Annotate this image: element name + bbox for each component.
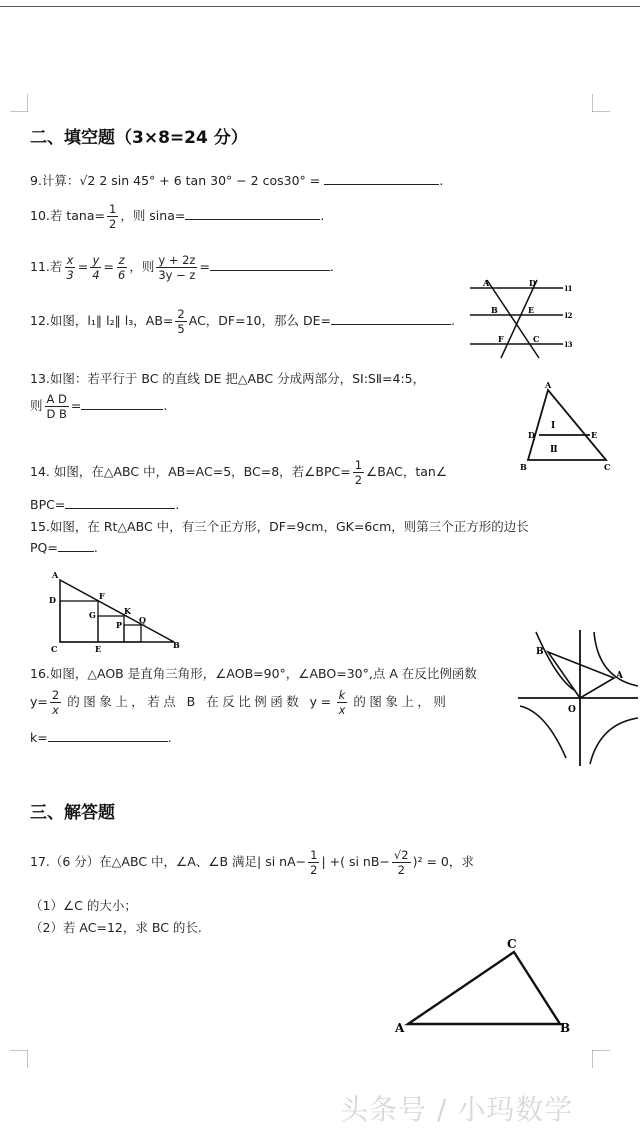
fig15-label-f: F — [99, 591, 105, 601]
fig12-label-d: D — [529, 278, 536, 288]
q11-answer-blank[interactable] — [210, 258, 330, 271]
q12-parallel-lines: l₁∥ l₂∥ l₃ — [87, 313, 134, 328]
q13-fraction — [45, 392, 69, 421]
q10-prefix: 10.若 tana= — [30, 208, 105, 223]
q17-frac-half — [308, 848, 319, 877]
corner-mark-top-right — [592, 94, 610, 112]
watermark: 头条号 / 小玛数学 — [340, 1093, 574, 1126]
fig13-label-d: D — [528, 430, 535, 440]
fig15-label-b: B — [173, 640, 180, 650]
question-15-line-1: 15.如图，在 Rt△ABC 中，有三个正方形，DF=9cm，GK=6cm，则第三个正方形的边长 — [30, 519, 529, 534]
q16-y: y= — [30, 694, 48, 709]
q14-text-b: ∠BAC，tan∠ — [366, 464, 448, 479]
fig16-label-b: B — [536, 647, 544, 657]
q12-den: 5 — [177, 322, 185, 336]
question-14-line-2 — [30, 496, 179, 512]
q12-prefix: 12.如图， — [30, 313, 88, 328]
fig12-label-l1: l1 — [565, 284, 573, 293]
fig16-label-a: A — [616, 671, 623, 681]
fig17-label-b: B — [560, 1021, 571, 1035]
section-title-fill-in: 二、填空题（3×8=24 分） — [30, 128, 248, 148]
question-12 — [30, 307, 455, 336]
question-10 — [30, 202, 324, 231]
q12-rest: AC，DF=10，那么 DE= — [188, 313, 331, 328]
fig13-label-e: E — [591, 430, 598, 440]
question-16-line-3 — [30, 729, 172, 745]
q17-n2: √2 — [393, 848, 409, 862]
question-13-line-2 — [30, 392, 167, 421]
fig15-label-p: P — [116, 620, 123, 630]
question-9 — [30, 171, 443, 189]
q11-f3n: z — [118, 253, 125, 267]
q9-prefix: 9.计算： — [30, 173, 80, 188]
fig12-label-l2: l2 — [565, 311, 573, 320]
fig12-label-a: A — [483, 278, 490, 288]
q11-f1n: x — [66, 253, 74, 267]
q16-f2n: k — [338, 688, 346, 702]
q11-f2d: 4 — [92, 268, 100, 282]
fig12-label-c: C — [533, 334, 540, 344]
fig12-label-b: B — [491, 305, 498, 315]
fig15-label-a: A — [52, 570, 59, 580]
figure-13-triangle — [518, 380, 618, 472]
q11-f3d: 6 — [118, 268, 126, 282]
fig15-label-k: K — [124, 606, 131, 616]
q11-f4n: y + 2z — [158, 253, 196, 267]
fig15-label-d: D — [49, 595, 56, 605]
q10-mid: ，则 sina= — [120, 208, 186, 223]
q11-f1d: 3 — [66, 268, 74, 282]
q10-num: 1 — [108, 202, 117, 216]
fig16-label-o: O — [568, 705, 576, 715]
question-14-line-1 — [30, 458, 447, 487]
fig12-label-l3: l3 — [565, 340, 573, 349]
q17-d1: 2 — [310, 863, 318, 877]
question-17-line-1 — [30, 848, 474, 877]
q15-end: . — [93, 540, 98, 555]
question-17-sub-2: （2）若 AC=12，求 BC 的长. — [30, 920, 202, 935]
fig15-label-e: E — [95, 644, 102, 654]
q11-prefix: 11.若 — [30, 259, 63, 274]
q10-fraction — [107, 202, 118, 231]
q11-mid: ，则 — [129, 259, 155, 274]
q13-eq: = — [70, 398, 82, 413]
fig17-label-c: C — [507, 937, 517, 951]
q12-answer-blank[interactable] — [331, 312, 451, 325]
q11-f2n: y — [92, 253, 100, 267]
fig12-label-e: E — [528, 305, 535, 315]
q17-text-a: 17.（6 分）在△ABC 中，∠A、∠B 满足| si nA− — [30, 854, 307, 869]
q17-text-c: )² = 0，求 — [412, 854, 474, 869]
q16-f1d: x — [52, 703, 59, 717]
question-13-line-1: 13.如图：若平行于 BC 的直线 DE 把△ABC 分成两部分，SⅠ:SⅡ=4:5， — [30, 371, 426, 386]
q9-end: . — [439, 173, 444, 188]
question-16-line-2 — [30, 688, 449, 717]
q14-answer-blank[interactable] — [65, 496, 175, 509]
q11-frac-expr — [156, 253, 197, 282]
q16-k: k= — [30, 730, 48, 745]
q17-frac-root2 — [392, 848, 411, 877]
q17-text-b: | +( si nB− — [321, 854, 390, 869]
q11-f4d: 3y − z — [158, 268, 196, 282]
fig15-label-c: C — [51, 644, 58, 654]
page-top-border — [0, 6, 640, 7]
q10-den: 2 — [108, 217, 117, 231]
q14-end: . — [175, 497, 180, 512]
fig13-label-region-1: Ⅰ — [551, 421, 556, 431]
fig12-label-f: F — [498, 334, 504, 344]
q12-fraction — [175, 307, 186, 336]
question-11: 11.若 $\frac{x}{3}$ = $\frac{y}{4}$ = $\frac{z}{6}$ ，则 $\frac{y + 2z}{3y - z}$ = . — [30, 253, 334, 282]
q9-expression: 2 sin 45° + 6 tan 30° − 2 cos30° = — [99, 173, 321, 188]
question-15-line-2 — [30, 539, 98, 555]
q14-text-a: 14. 如图，在△ABC 中，AB=AC=5，BC=8，若∠BPC= — [30, 464, 351, 479]
question-17-sub-1: （1）∠C 的大小； — [30, 898, 137, 913]
q16-answer-blank[interactable] — [48, 729, 168, 742]
fig15-label-q: Q — [139, 615, 146, 625]
q11-frac-z — [116, 253, 127, 282]
q11-frac-x — [64, 253, 75, 282]
q15-pq: PQ= — [30, 540, 58, 555]
fig13-label-region-2: Ⅱ — [550, 445, 558, 455]
q16-frac-2x — [50, 688, 61, 717]
q17-d2: 2 — [397, 863, 405, 877]
q10-end: . — [320, 208, 325, 223]
q15-answer-blank[interactable] — [58, 539, 94, 552]
fig17-label-a: A — [395, 1021, 405, 1035]
q17-n1: 1 — [310, 848, 318, 862]
q16-f1n: 2 — [51, 688, 60, 702]
q13-den: D B — [46, 407, 67, 421]
q9-answer-blank[interactable] — [324, 172, 439, 185]
q13-num: A D — [46, 392, 67, 406]
q16-tail: 的图象上，则 — [353, 694, 450, 709]
corner-mark-bottom-right — [592, 1050, 610, 1068]
q16-mid: 的图象上，若点 B 在反比例函数 y= — [67, 694, 335, 709]
corner-mark-bottom-left — [10, 1050, 28, 1068]
q14-bpc: BPC= — [30, 497, 66, 512]
q14-den: 2 — [354, 473, 363, 487]
corner-mark-top-left — [10, 94, 28, 112]
q10-answer-blank[interactable] — [185, 207, 320, 220]
q11-frac-y — [90, 253, 101, 282]
section-title-solutions: 三、解答题 — [30, 803, 115, 823]
fig13-label-b: B — [520, 462, 527, 472]
q14-num: 1 — [354, 458, 363, 472]
q16-end: . — [167, 730, 172, 745]
q12-end: . — [450, 313, 455, 328]
q11-eq: = — [199, 259, 210, 274]
figure-16-hyperbola — [516, 628, 640, 768]
fig13-label-a: A — [545, 380, 552, 390]
q12-ab: ，AB= — [133, 313, 174, 328]
q16-f2d: x — [338, 703, 346, 717]
q13-answer-blank[interactable] — [81, 397, 163, 410]
q16-frac-kx — [337, 688, 348, 717]
figure-17-triangle — [392, 936, 582, 1042]
figure-15-squares — [46, 568, 186, 654]
fig13-label-c: C — [604, 462, 611, 472]
figure-12-parallel-lines — [465, 278, 575, 360]
question-16-line-1: 16.如图，△AOB 是直角三角形，∠AOB=90°，∠ABO=30°,点 A 在反比例函数 — [30, 666, 477, 681]
fig15-label-g: G — [89, 610, 96, 620]
q13-then: 则 — [30, 398, 43, 413]
q12-num: 2 — [177, 307, 185, 321]
sqrt-2: √2 — [79, 173, 96, 188]
q14-fraction — [353, 458, 364, 487]
q11-end: . — [329, 259, 334, 274]
q13-end: . — [163, 398, 168, 413]
